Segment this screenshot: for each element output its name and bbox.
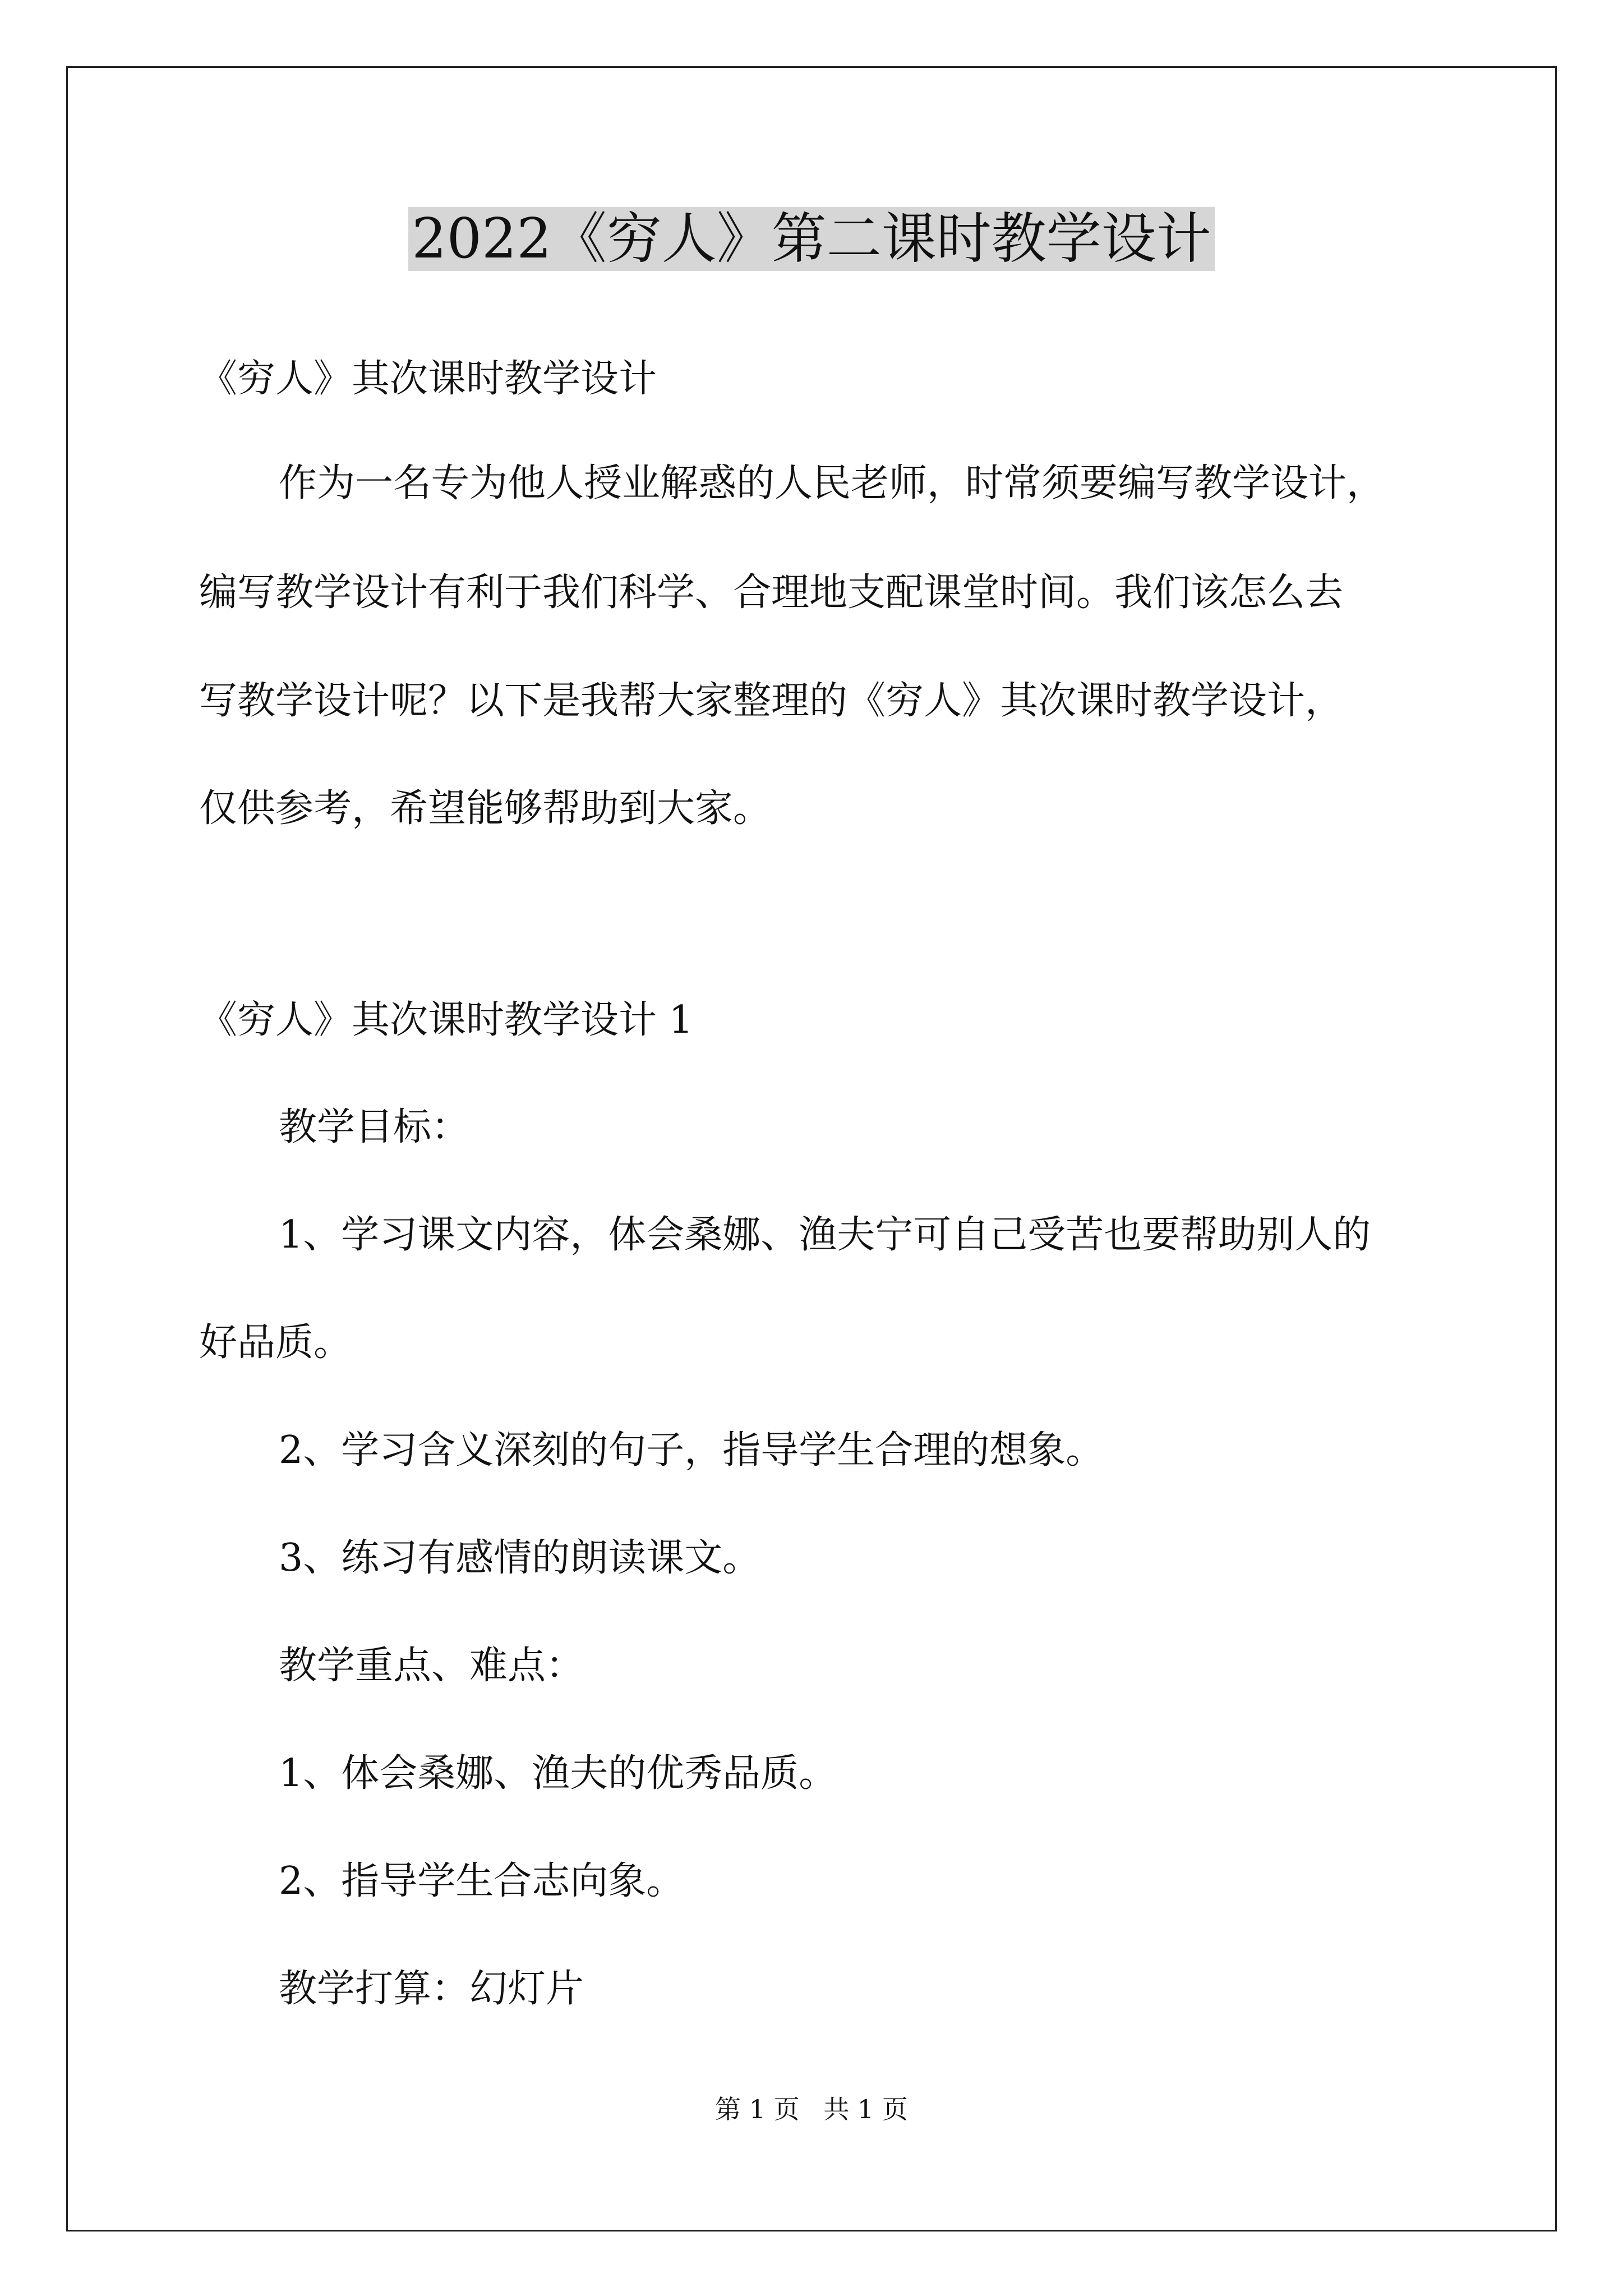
key-point-2: 2、指导学生合志向象。 xyxy=(279,1859,685,1903)
goal-1-line-2: 好品质。 xyxy=(199,1320,352,1365)
goal-3: 3、练习有感情的朗读课文。 xyxy=(279,1536,761,1580)
goal-1-line-1: 1、学习课文内容，体会桑娜、渔夫宁可自己受苦也要帮助别人的 xyxy=(279,1213,1371,1257)
document-subtitle: 《穷人》其次课时教学设计 xyxy=(199,357,657,401)
intro-line-2: 编写教学设计有利于我们科学、合理地支配课堂时间。我们该怎么去 xyxy=(199,570,1344,615)
document-title-text: 2022《穷人》第二课时教学设计 xyxy=(408,207,1214,271)
section-heading: 《穷人》其次课时教学设计 1 xyxy=(199,998,693,1042)
goal-2: 2、学习含义深刻的句子，指导学生合理的想象。 xyxy=(279,1428,1104,1473)
teaching-preparation: 教学打算：幻灯片 xyxy=(279,1967,584,2011)
goals-heading: 教学目标： xyxy=(279,1105,470,1149)
page-number-total: 共 1 页 xyxy=(823,2094,908,2124)
intro-line-3: 写教学设计呢？以下是我帮大家整理的《穷人》其次课时教学设计， xyxy=(199,679,1344,723)
page-footer xyxy=(0,2092,1623,2126)
intro-line-1: 作为一名专为他人授业解惑的人民老师，时常须要编写教学设计， xyxy=(279,461,1385,505)
intro-line-4: 仅供参考，希望能够帮助到大家。 xyxy=(199,786,772,831)
document-title xyxy=(0,200,1623,278)
page-number-current: 第 1 页 xyxy=(715,2094,800,2124)
key-point-1: 1、体会桑娜、渔夫的优秀品质。 xyxy=(279,1751,837,1796)
key-points-heading: 教学重点、难点： xyxy=(279,1644,584,1688)
